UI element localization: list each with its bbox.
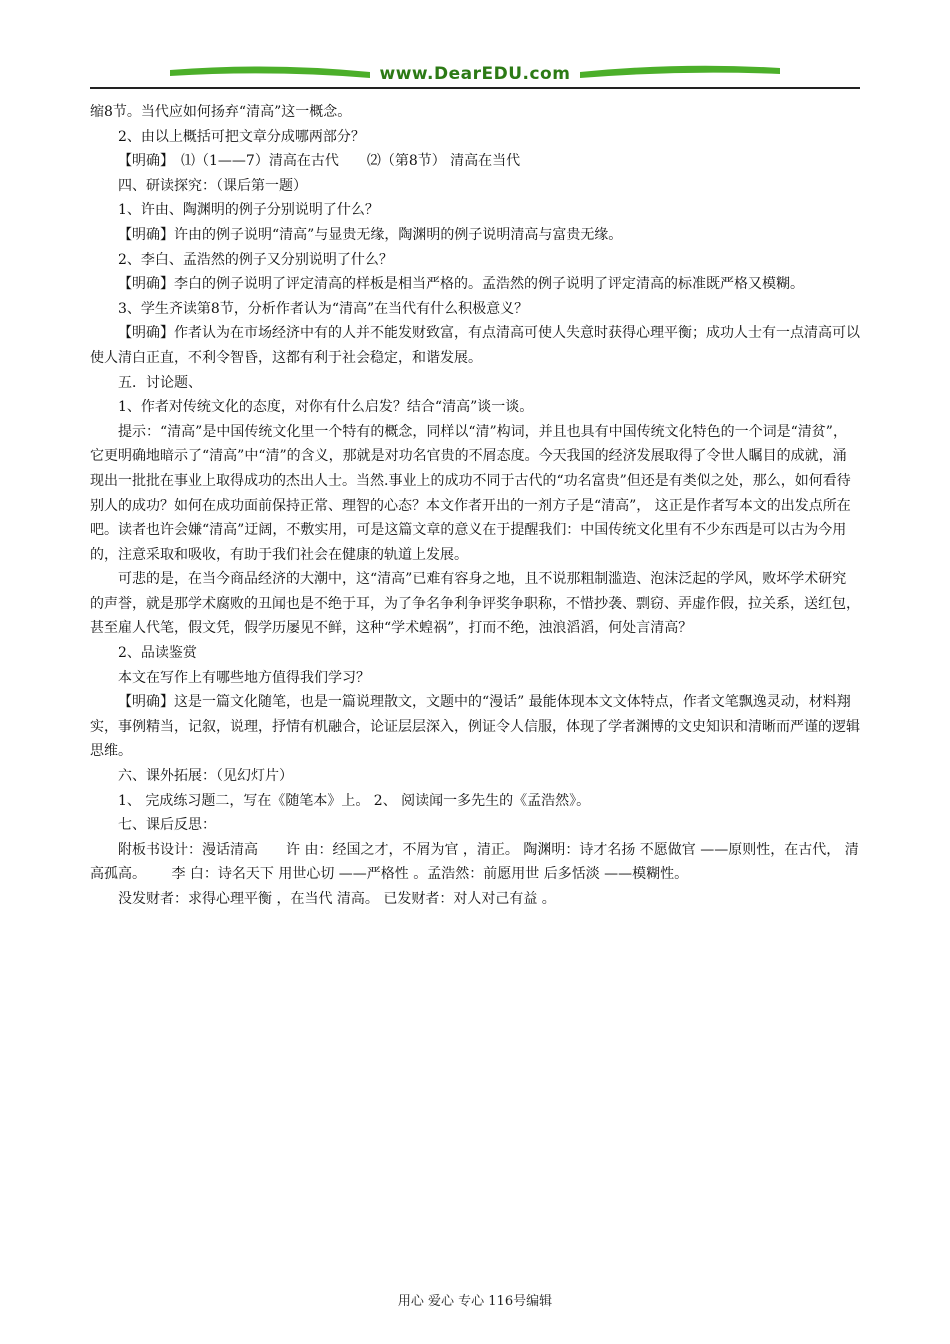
paragraph: 附板书设计：漫话清高 许 由：经国之才，不屑为官 ，清正。 陶渊明：诗才名扬 不愿做官 ——原则性，在古代， 清高孤高。 李 白：诗名天下 用世心切 ——严格性 。孟浩然：前愿用世 后多恬淡 ——模糊性。 <box>90 841 859 883</box>
paragraph: 1、 完成练习题二，写在《随笔本》上。 2、 阅读闻一多先生的《孟浩然》。 <box>118 792 591 809</box>
document-body <box>90 100 860 912</box>
paragraph: 【明确】这是一篇文化随笔，也是一篇说理散文，文题中的“漫话” 最能体现本文文体特点，作者文笔飘逸灵动，材料翔实，事例精当，记叙，说理，抒情有机融合，论证层层深入，例证令人信服，体现了学者渊博的文史知识和清晰而严谨的逻辑思维。 <box>90 694 860 760</box>
paragraph: 【明确】作者认为在市场经济中有的人并不能发财致富，有点清高可使人失意时获得心理平衡；成功人士有一点清高可以使人清白正直，不利令智昏，这都有利于社会稳定，和谐发展。 <box>90 325 860 366</box>
paragraph: 2、李白、孟浩然的例子又分别说明了什么？ <box>118 251 393 268</box>
paragraph: 提示：“清高”是中国传统文化里一个特有的概念，同样以“清”构词，并且也具有中国传统文化特色的一个词是“清贫”，它更明确地暗示了“清高”中“清”的含义，那就是对功名官贵的不屑态度。今天我国的经济发展取得了令世人瞩目的成就，涌现出一批批在事业上取得成功的杰出人士。当然.事业上的成功不同于古代的“功名富贵”但还是有类似之处，那么，如何看待别人的成功？如何在成功面前保持正常、理智的心态？本文作者开出的一剂方子是“清高”， 这正是作者写本文的出发点所在吧。读者也许会嫌“清高”迂阔，不敷实用，可是这篇文章的意义在于提醒我们：中国传统文化里有不少东西是可以古为今用的，注意采取和吸收，有助于我们社会在健康的轨道上发展。 <box>90 423 851 563</box>
paragraph: 2、由以上概括可把文章分成哪两部分？ <box>118 128 365 145</box>
paragraph: 【明确】许由的例子说明“清高”与显贵无缘，陶渊明的例子说明清高与富贵无缘。 <box>118 226 623 243</box>
section-heading: 五．讨论题、 <box>118 374 202 391</box>
paragraph: 可悲的是，在当今商品经济的大潮中，这“清高”已难有容身之地，且不说那粗制滥造、泡沫泛起的学风，败坏学术研究的声誉，就是那学术腐败的丑闻也是不绝于耳，为了争名争利争评奖争职称，不惜抄袭、剽窃、弄虚作假，拉关系，送红包，甚至雇人代笔，假文凭，假学历屡见不鲜，这种“学术蝗祸”，打而不绝，浊浪滔滔，何处言清高？ <box>90 571 860 637</box>
paragraph: 1、作者对传统文化的态度，对你有什么启发？结合“清高”谈一谈。 <box>118 399 534 416</box>
section-heading: 七、课后反思： <box>118 817 216 834</box>
paragraph: 没发财者：求得心理平衡 ，在当代 清高。 已发财者：对人对己有益 。 <box>118 891 556 907</box>
site-logo-text[interactable]: www.DearEDU.com <box>379 64 571 84</box>
header-divider <box>90 87 860 89</box>
paragraph: 本文在写作上有哪些地方值得我们学习？ <box>118 669 370 686</box>
paragraph: 【明确】 ⑴（1——7）清高在古代 ⑵（第8节） 清高在当代 <box>118 153 521 170</box>
paragraph: 缩8节。当代应如何扬弃“清高”这一概念。 <box>90 104 352 120</box>
paragraph: 【明确】李白的例子说明了评定清高的样板是相当严格的。孟浩然的例子说明了评定清高的标准既严格又模糊。 <box>118 276 804 293</box>
page-header <box>90 60 860 92</box>
page-footer: 用心 爱心 专心 116号编辑 <box>397 1294 553 1309</box>
paragraph: 1、许由、陶渊明的例子分别说明了什么？ <box>118 202 379 219</box>
paragraph: 3、学生齐读第8节，分析作者认为“清高”在当代有什么积极意义？ <box>118 300 529 317</box>
paragraph: 2、品读鉴赏 <box>118 645 197 662</box>
section-heading: 四、研读探究：（课后第一题） <box>118 177 307 194</box>
section-heading: 六、课外拓展：（见幻灯片） <box>118 768 293 785</box>
